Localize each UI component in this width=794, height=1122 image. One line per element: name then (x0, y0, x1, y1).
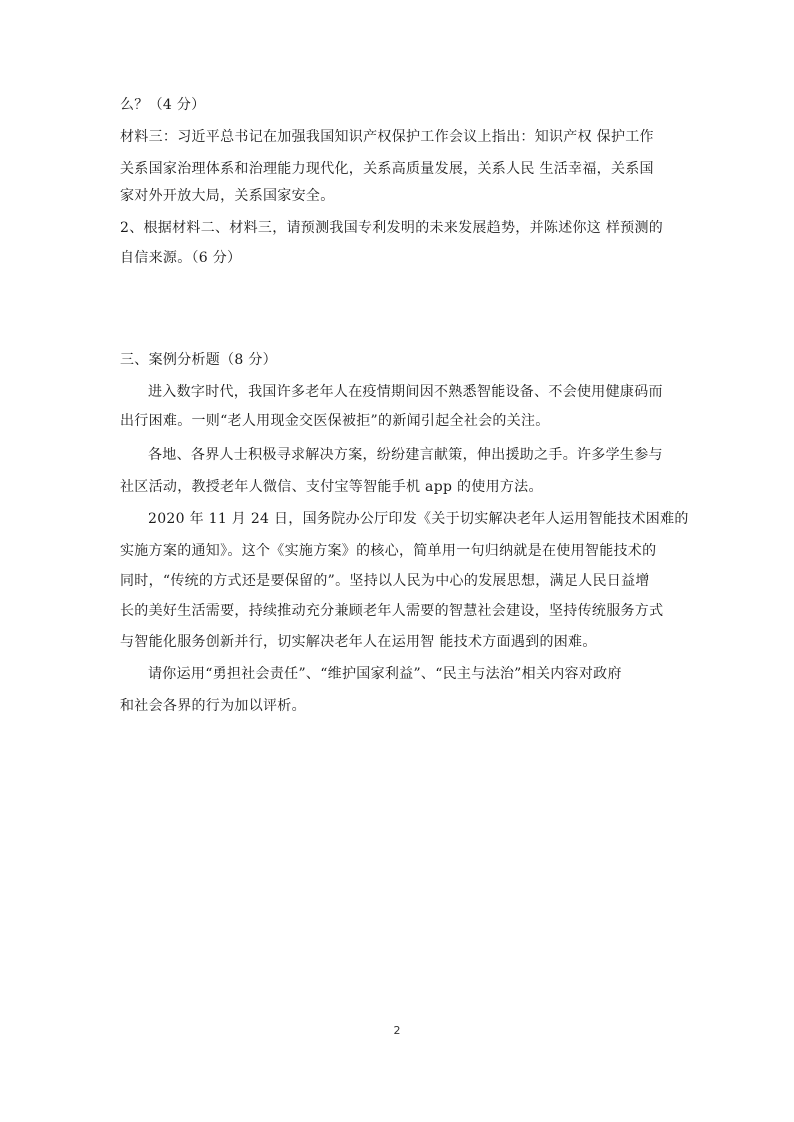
material-3-line-3: 家对外开放大局，关系国家安全。 (120, 188, 335, 204)
paragraph-3-line-3: 同时，“传统的方式还是要保留的”。坚持以人民为中心的发展思想，满足人民日益增 (120, 573, 650, 589)
section-3-heading: 三、案例分析题（8 分） (120, 352, 277, 368)
paragraph-3-line-5: 与智能化服务创新并行，切实解决老年人在运用智 能技术方面遇到的困难。 (120, 634, 597, 650)
page-number: 2 (393, 1024, 401, 1037)
paragraph-1-line-1: 进入数字时代，我国许多老年人在疫情期间因不熟悉智能设备、不会使用健康码而 (148, 384, 663, 400)
material-3-line-2: 关系国家治理体系和治理能力现代化，关系高质量发展，关系人民 生活幸福，关系国 (120, 161, 654, 177)
material-3-line-1: 材料三：习近平总书记在加强我国知识产权保护工作会议上指出：知识产权 保护工作 (120, 129, 654, 145)
paragraph-1-line-2: 出行困难。一则“老人用现金交医保被拒”的新闻引起全社会的关注。 (120, 413, 550, 429)
paragraph-2-line-2: 社区活动，教授老年人微信、支付宝等智能手机 app 的使用方法。 (120, 479, 543, 495)
question-2-line-2: 自信来源。（6 分） (120, 250, 242, 266)
paragraph-3-line-4: 长的美好生活需要，持续推动充分兼顾老年人需要的智慧社会建设，坚持传统服务方式 (120, 603, 664, 619)
question-1-tail: 么？（4 分） (120, 97, 206, 113)
paragraph-4-line-2: 和社会各界的行为加以评析。 (120, 698, 306, 714)
question-2-line-1: 2、根据材料二、材料三，请预测我国专利发明的未来发展趋势，并陈述你这 样预测的 (120, 220, 664, 236)
paragraph-3-line-2: 实施方案的通知》。这个《实施方案》的核心，简单用一句归纳就是在使用智能技术的 (120, 543, 657, 559)
paragraph-2-line-1: 各地、各界人士积极寻求解决方案，纷纷建言献策，伸出援助之手。许多学生参与 (148, 447, 663, 463)
paragraph-4-line-1: 请你运用“勇担社会责任”、“维护国家利益”、“民主与法治”相关内容对政府 (148, 666, 622, 682)
paragraph-3-line-1: 2020 年 11 月 24 日，国务院办公厅印发《关于切实解决老年人运用智能技术困难的 (148, 511, 689, 527)
